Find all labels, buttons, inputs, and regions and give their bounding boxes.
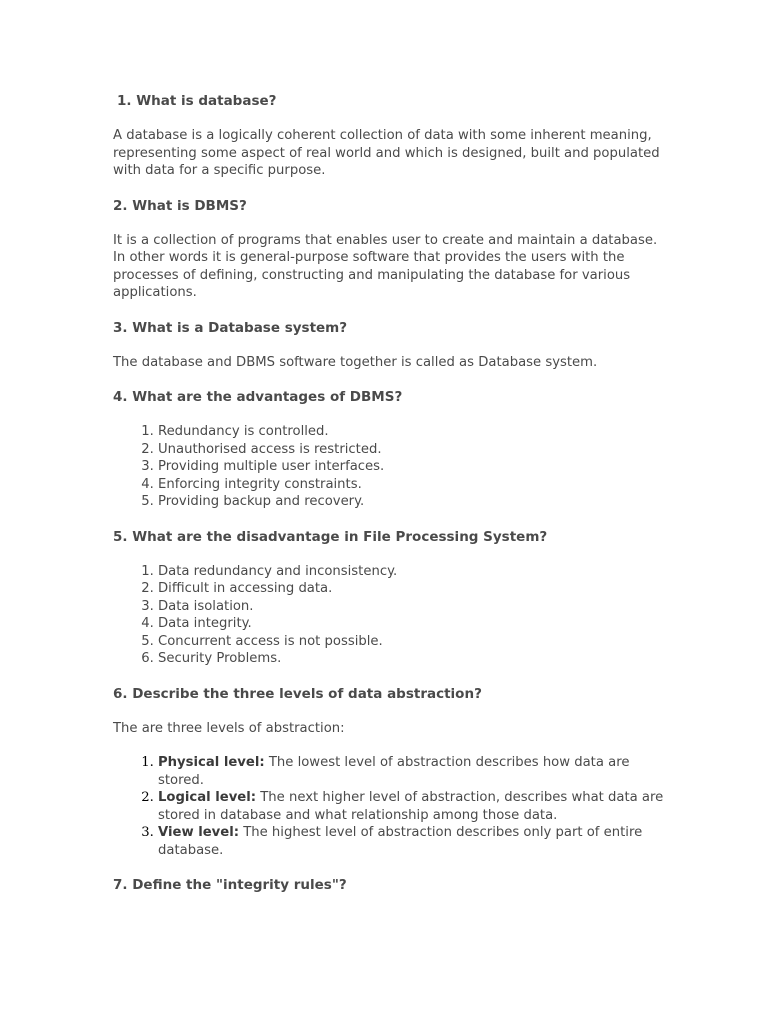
question-heading: 1. What is database? [117,93,277,109]
list-item: 3. Data isolation. [158,598,673,616]
level-description: The next higher level of abstraction, describes what data are stored in database and what relationship among those data. [158,790,664,823]
list-item [158,789,673,824]
level-term: View level: [158,825,240,840]
answer-paragraph: It is a collection of programs that enables user to create and maintain a database. In other words it is general-purpose software that provides the users with the processes of defining, constructing and manipulating the database for various applications. [113,232,658,300]
document-page [113,92,673,894]
list-item [158,754,673,789]
question-heading: 5. What are the disadvantage in File Processing System? [113,528,548,545]
level-description: The lowest level of abstraction describes how data are stored. [158,755,630,788]
abstraction-levels-list [113,754,673,859]
question-heading: 3. What is a Database system? [113,319,348,336]
list-item: 4. Enforcing integrity constraints. [158,476,673,494]
level-term: Physical level: [158,755,265,770]
level-description: The highest level of abstraction describes only part of entire database. [158,825,643,858]
list-item: 2. Unauthorised access is restricted. [158,441,673,459]
question-heading: 4. What are the advantages of DBMS? [113,389,403,405]
level-term: Logical level: [158,790,257,805]
list-item: 5. Concurrent access is not possible. [158,633,673,651]
answer-paragraph: A database is a logically coherent collection of data with some inherent meaning, representing some aspect of real world and which is designed, built and populated with data for a specific purpose. [113,128,660,178]
question-heading: 7. Define the "integrity rules"? [113,877,347,893]
list-item [158,824,673,859]
list-item: 1. Redundancy is controlled. [158,423,673,441]
answer-paragraph: The are three levels of abstraction: [113,720,345,736]
advantages-list [113,423,673,511]
list-item: 2. Difficult in accessing data. [158,580,673,598]
answer-paragraph: The database and DBMS software together is called as Database system. [113,354,598,370]
list-item: 6. Security Problems. [158,650,673,668]
question-heading: 6. Describe the three levels of data abstraction? [113,685,482,702]
question-heading: 2. What is DBMS? [113,197,247,214]
disadvantages-list [113,563,673,668]
list-item: 3. Providing multiple user interfaces. [158,458,673,476]
list-item: 1. Data redundancy and inconsistency. [158,563,673,581]
list-item: 4. Data integrity. [158,615,673,633]
list-item: 5. Providing backup and recovery. [158,493,673,511]
